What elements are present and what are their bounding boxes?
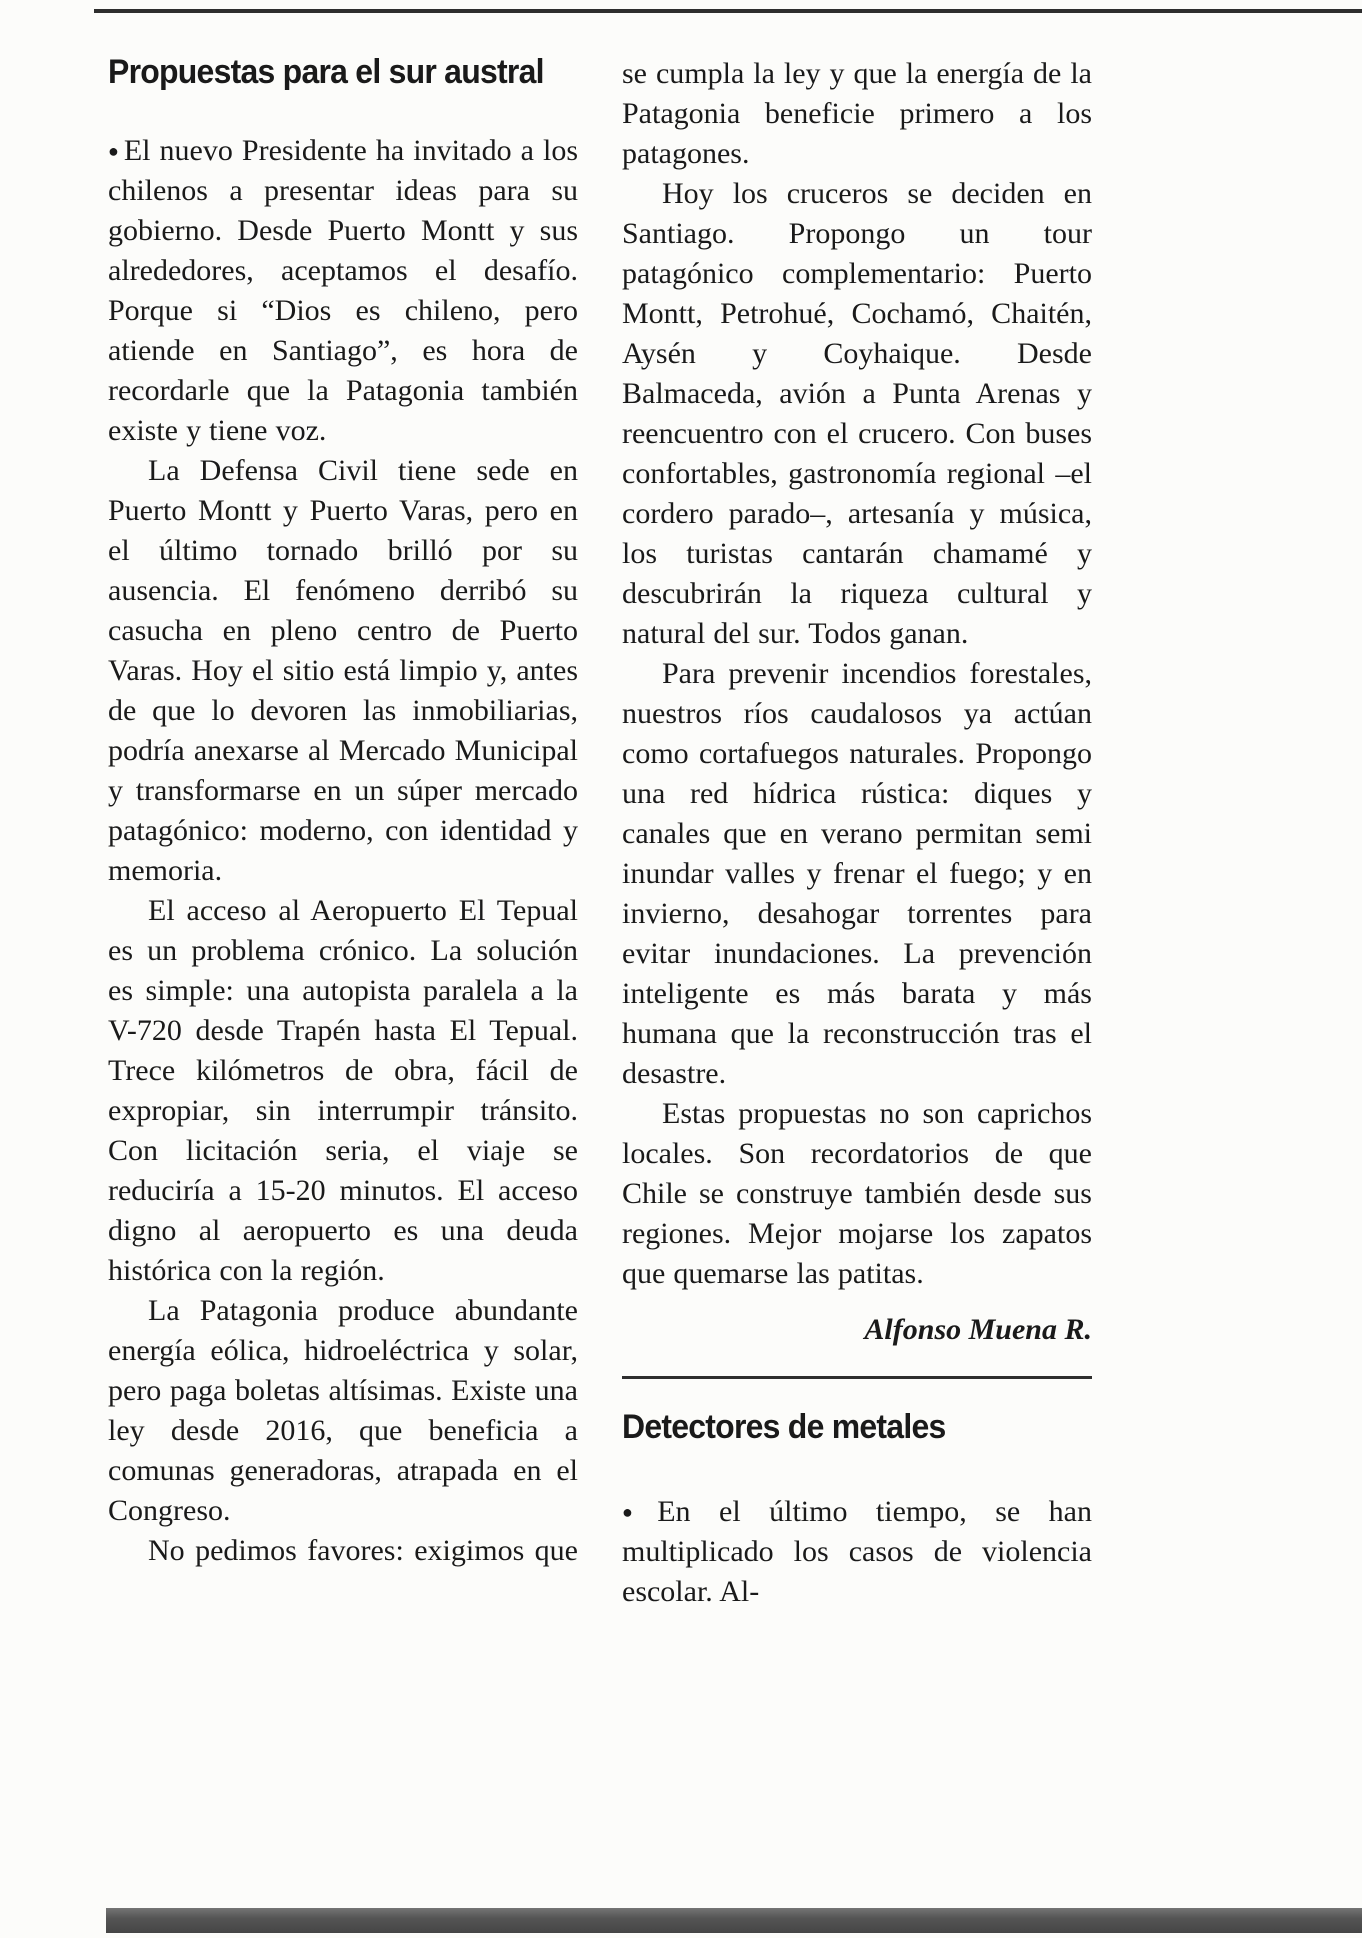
bullet-icon: ● (108, 141, 120, 162)
paragraph (108, 131, 578, 451)
section-divider (622, 1376, 1092, 1379)
paragraph: La Patagonia produce abundante energía eólica, hidroeléctrica y solar, pero paga boletas altísimas. Existe una ley desde 2016, que beneficia a comunas generadoras, atrapada en el Congreso. (108, 1294, 578, 1528)
top-rule (94, 9, 1362, 13)
paragraph-text: En el último tiempo, se han multiplicado los casos de violencia escolar. Al- (622, 1494, 1092, 1609)
article-title-detectores: Detectores de metales (622, 1408, 946, 1446)
right-column (622, 54, 1092, 1612)
photo-top-edge (106, 1908, 1362, 1933)
paragraph (622, 1492, 1092, 1612)
signature: Alfonso Muena R. (864, 1313, 1092, 1346)
paragraph: Para prevenir incendios forestales, nuestros ríos caudalosos ya actúan como cortafuegos naturales. Propongo una red hídrica rústica: diques y canales que en verano permitan semi inundar valles y frenar el fuego; y en invierno, desahogar torrentes para evitar inundaciones. La prevención inteligente es más barata y más humana que la reconstrucción tras el desastre. (622, 657, 1092, 1090)
paragraph: Estas propuestas no son caprichos locales. Son recordatorios de que Chile se construye también desde sus regiones. Mejor mojarse los zapatos que quemarse las patitas. (622, 1097, 1092, 1290)
bullet-icon: ● (622, 1502, 654, 1523)
paragraph: Hoy los cruceros se deciden en Santiago. Propongo un tour patagónico complementario: Puerto Montt, Petrohué, Cochamó, Chaitén, Aysén y Coyhaique. Desde Balmaceda, avión a Punta Arenas y reencuentro con el crucero. Con buses confortables, gastronomía regional –el cordero parado–, artesanía y música, los turistas cantarán chamamé y descubrirán la riqueza cultural y natural del sur. Todos ganan. (622, 177, 1092, 650)
paragraph: No pedimos favores: exigimos que (148, 1534, 578, 1568)
left-column (108, 54, 578, 1612)
letters-section (108, 54, 1092, 1612)
paragraph: La Defensa Civil tiene sede en Puerto Montt y Puerto Varas, pero en el último tornado brilló por su ausencia. El fenómeno derribó su casucha en pleno centro de Puerto Varas. Hoy el sitio está limpio y, antes de que lo devoren las inmobiliarias, podría anexarse al Mercado Municipal y transformarse en un súper mercado patagónico: moderno, con identidad y memoria. (108, 454, 578, 888)
paragraph-text: El nuevo Presidente ha invitado a los chilenos a presentar ideas para su gobierno. Desde Puerto Montt y sus alrededores, aceptamos el desafío. Porque si “Dios es chileno, pero atiende en Santiago”, es hora de recordarle que la Patagonia también existe y tiene voz. (108, 133, 578, 448)
article-title-sur-austral: Propuestas para el sur austral (108, 53, 544, 91)
paragraph: El acceso al Aeropuerto El Tepual es un problema crónico. La solución es simple: una autopista paralela a la V-720 desde Trapén hasta El Tepual. Trece kilómetros de obra, fácil de expropiar, sin interrumpir tránsito. Con licitación seria, el viaje se reduciría a 15-20 minutos. El acceso digno al aeropuerto es una deuda histórica con la región. (108, 894, 578, 1288)
paragraph: se cumpla la ley y que la energía de la Patagonia beneficie primero a los patagones. (622, 57, 1092, 170)
